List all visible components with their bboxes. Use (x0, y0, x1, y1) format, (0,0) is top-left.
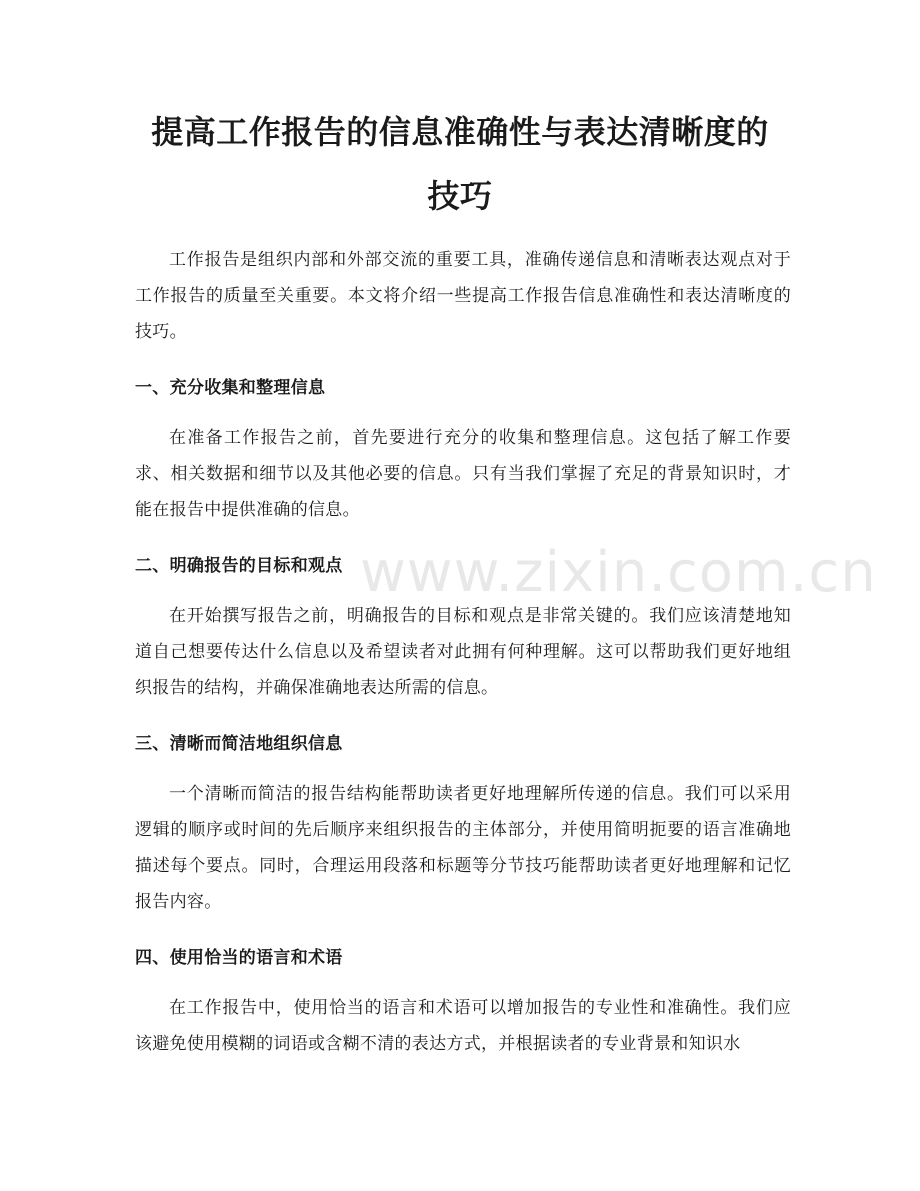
document-body (135, 242, 877, 1062)
page-title (120, 100, 800, 228)
section-body-1: 在准备工作报告之前，首先要进行充分的收集和整理信息。这包括了解工作要求、相关数据和细节以及其他必要的信息。只有当我们掌握了充足的背景知识时，才能在报告中提供准确的信息。 (135, 428, 791, 520)
title-line-1: 提高工作报告的信息准确性与表达清晰度的 (151, 113, 769, 151)
section-heading-1: 一、充分收集和整理信息 (135, 378, 326, 398)
intro-paragraph: 工作报告是组织内部和外部交流的重要工具，准确传递信息和清晰表达观点对于工作报告的质量至关重要。本文将介绍一些提高工作报告信息准确性和表达清晰度的技巧。 (135, 250, 791, 342)
section-body-2: 在开始撰写报告之前，明确报告的目标和观点是非常关键的。我们应该清楚地知道自己想要传达什么信息以及希望读者对此拥有何种理解。这可以帮助我们更好地组织报告的结构，并确保准确地表达所需的信息。 (135, 606, 791, 698)
watermark: www.zixin.com.cn (360, 540, 877, 605)
title-line-2: 技巧 (427, 177, 493, 215)
section-heading-2: 二、明确报告的目标和观点 (135, 556, 343, 576)
section-heading-3: 三、清晰而简洁地组织信息 (135, 734, 343, 754)
section-body-3: 一个清晰而简洁的报告结构能帮助读者更好地理解所传递的信息。我们可以采用逻辑的顺序或时间的先后顺序来组织报告的主体部分，并使用简明扼要的语言准确地描述每个要点。同时，合理运用段落和标题等分节技巧能帮助读者更好地理解和记忆报告内容。 (135, 784, 791, 912)
section-body-4: 在工作报告中，使用恰当的语言和术语可以增加报告的专业性和准确性。我们应该避免使用模糊的词语或含糊不清的表达方式，并根据读者的专业背景和知识水 (135, 998, 791, 1054)
section-heading-4: 四、使用恰当的语言和术语 (135, 948, 343, 968)
